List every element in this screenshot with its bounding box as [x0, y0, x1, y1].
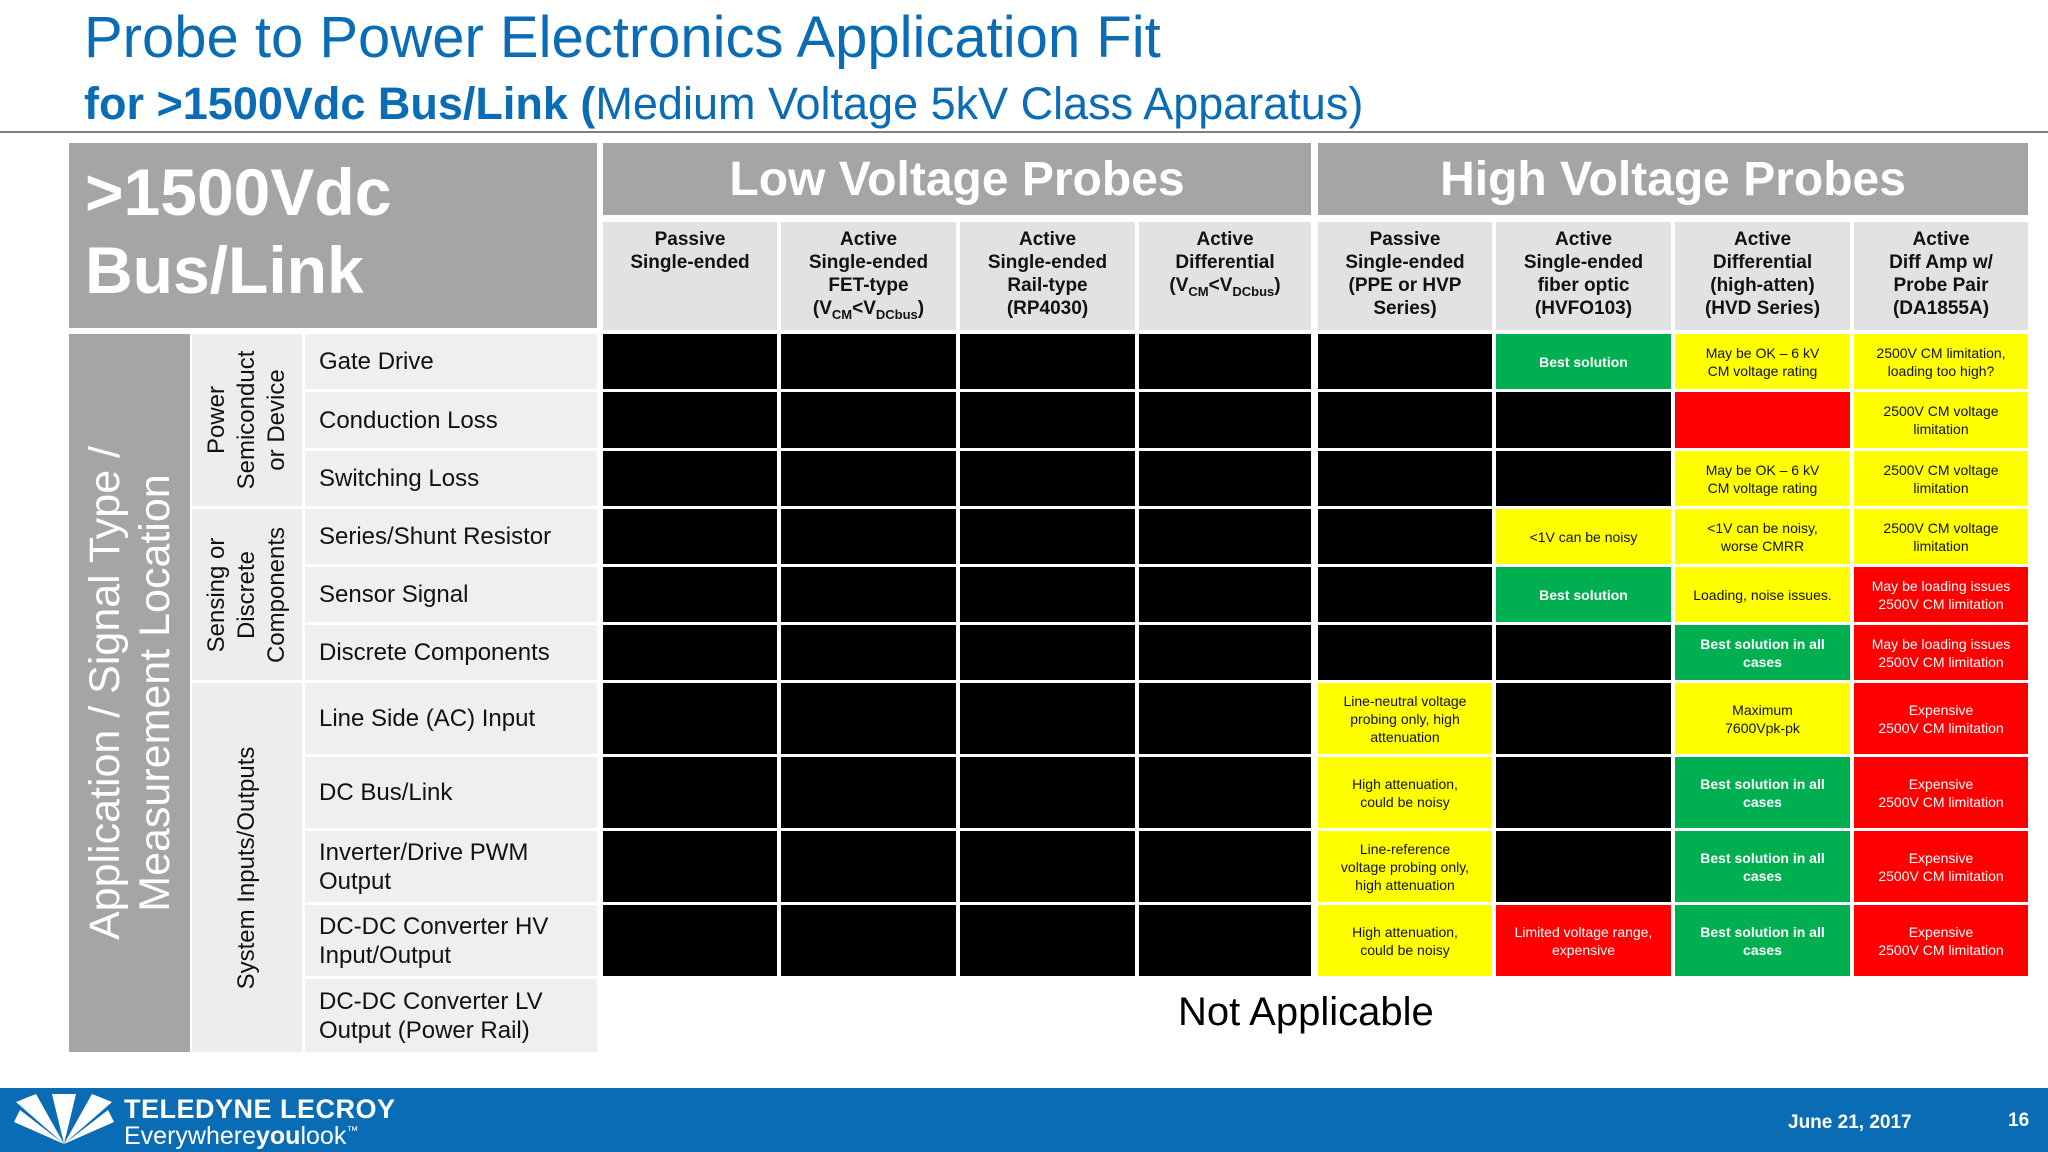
cell-text [1878, 923, 2003, 959]
cell-line: Line-neutral voltage [1343, 692, 1467, 709]
matrix-cell [960, 905, 1135, 976]
cell-text [1878, 701, 2003, 737]
cell-line: May be OK – 6 kV [1705, 461, 1820, 478]
col-line: Series) [1373, 298, 1437, 319]
cell-text [1883, 519, 1998, 555]
row-text: Series/Shunt Resistor [319, 523, 552, 550]
group-line: Power [203, 385, 230, 455]
matrix-cell [1139, 451, 1311, 506]
col-line: (DA1855A) [1892, 298, 1990, 319]
cell-line: 2500V CM voltage [1883, 403, 1999, 419]
matrix-cell [603, 567, 777, 622]
cell-line: <1V can be noisy, [1707, 519, 1818, 536]
cell-line: Expensive [1908, 849, 1974, 866]
row-axis-text [80, 446, 180, 940]
matrix-cell [1139, 831, 1311, 902]
row-line: Input/Output [319, 941, 452, 969]
cell-line: could be noisy [1360, 941, 1450, 958]
low-voltage-probes-header: Low Voltage Probes [603, 143, 1311, 215]
row-line: DC-DC Converter LV [319, 987, 543, 1015]
column-header-hv-passive [1318, 222, 1492, 330]
col-line: (RP4030) [1006, 298, 1089, 319]
group-line: System Inputs/Outputs [233, 746, 260, 989]
cell-text [1872, 635, 2011, 671]
cell-line: cases [1743, 941, 1782, 958]
col-text: ) [917, 298, 925, 319]
corner-line2: Bus/Link [85, 233, 364, 307]
matrix-cell [1139, 509, 1311, 564]
matrix-cell [1496, 683, 1671, 754]
row-text: Gate Drive [319, 348, 434, 375]
col-sub: DCbus [1232, 283, 1275, 299]
matrix-cell [1496, 451, 1671, 506]
cell-text [1700, 849, 1824, 885]
cell-text [1700, 923, 1824, 959]
matrix-cell [1318, 567, 1492, 622]
col-line: Passive [654, 229, 726, 250]
col-line: Probe Pair [1893, 275, 1989, 296]
matrix-cell [1139, 905, 1311, 976]
group-line: Semiconduct [233, 350, 260, 490]
cell-text [1725, 701, 1800, 737]
column-header-hv-fiber-optic [1496, 222, 1671, 330]
row-label-gate-drive [305, 334, 597, 389]
matrix-cell [1496, 567, 1671, 622]
column-header-hv-differential [1675, 222, 1850, 330]
col-text: (V [1169, 275, 1189, 296]
row-label-switching-loss [305, 451, 597, 506]
row-text [319, 912, 548, 970]
cell-text [1515, 923, 1653, 959]
cell-line: 2500V CM limitation [1878, 719, 2004, 736]
col-text: ) [1274, 275, 1281, 296]
slide-date: June 21, 2017 [1788, 1112, 1912, 1133]
row-axis-label [69, 334, 190, 1052]
matrix-cell [781, 905, 956, 976]
matrix-cell [1318, 509, 1492, 564]
matrix-cell [603, 683, 777, 754]
matrix-cell [1318, 451, 1492, 506]
cell-text [1883, 461, 1998, 497]
matrix-cell [603, 831, 777, 902]
axis-line1: Application / Signal Type / [80, 445, 129, 941]
matrix-cell [960, 451, 1135, 506]
cell-text [1352, 775, 1458, 811]
matrix-cell [1675, 451, 1850, 506]
cell-text [1878, 775, 2003, 811]
cell-line: High attenuation, [1352, 923, 1458, 940]
row-line: Output [319, 867, 392, 895]
row-text [319, 987, 543, 1045]
col-line: Active [1912, 229, 1970, 250]
matrix-cell [1854, 392, 2028, 448]
matrix-cell [781, 831, 956, 902]
cell-line: 2500V CM limitation [1878, 941, 2004, 958]
column-header-active-differential [1139, 222, 1311, 330]
cell-line: 2500V CM limitation [1878, 653, 2004, 670]
cell-text: Best solution [1539, 353, 1628, 370]
cell-line: cases [1743, 867, 1782, 884]
col-line: Active [1018, 229, 1077, 250]
cell-text [1878, 849, 2003, 885]
matrix-cell [603, 757, 777, 828]
matrix-cell [1318, 392, 1492, 448]
matrix-cell [603, 905, 777, 976]
col-line: Rail-type [1007, 275, 1088, 296]
matrix-cell [1496, 905, 1671, 976]
group-text [202, 526, 292, 662]
cell-line: 2500V CM limitation, [1876, 344, 2006, 361]
col-sub: DCbus [875, 306, 918, 322]
col-line [1139, 274, 1311, 303]
cell-line: attenuation [1370, 728, 1440, 745]
cell-text [1341, 840, 1469, 894]
matrix-cell [1496, 392, 1671, 448]
row-line: Inverter/Drive PWM [319, 838, 529, 866]
footer-bar [0, 1088, 2048, 1152]
row-group-power-semiconductor [192, 334, 302, 506]
cell-line: high attenuation [1355, 876, 1455, 893]
cell-line: expensive [1551, 941, 1616, 958]
tagline-part: Everywhere [124, 1122, 256, 1150]
axis-line2: Measurement Location [130, 474, 179, 912]
title-divider [0, 131, 2048, 133]
row-text: Line Side (AC) Input [319, 705, 536, 732]
row-line: Output (Power Rail) [319, 1016, 530, 1044]
cell-line: May be loading issues [1871, 577, 2011, 594]
matrix-cell [1854, 683, 2028, 754]
col-line [781, 297, 956, 326]
cell-text [1706, 344, 1820, 380]
matrix-cell [1139, 567, 1311, 622]
col-line: Passive [1369, 229, 1441, 250]
row-label-line-side-input [305, 683, 597, 754]
cell-line: voltage probing only, [1340, 858, 1470, 875]
cell-line: limitation [1913, 479, 1969, 496]
col-line: FET-type [828, 275, 909, 296]
tagline-part: you [256, 1122, 301, 1150]
cell-text: <1V can be noisy [1529, 528, 1638, 545]
matrix-cell [1854, 567, 2028, 622]
matrix-cell [1139, 625, 1311, 680]
matrix-cell [960, 334, 1135, 389]
high-voltage-probes-header: High Voltage Probes [1318, 143, 2028, 215]
cell-line: could be noisy [1360, 793, 1450, 810]
row-group-sensing [192, 509, 302, 680]
cell-text: Loading, noise issues. [1693, 586, 1832, 603]
row-text: Conduction Loss [319, 406, 498, 434]
cell-text: Best solution [1539, 586, 1628, 603]
cell-line: Expensive [1908, 701, 1974, 718]
matrix-cell [960, 757, 1135, 828]
matrix-cell [1854, 757, 2028, 828]
matrix-cell [1675, 567, 1850, 622]
matrix-cell [781, 625, 956, 680]
cell-line: limitation [1913, 421, 1969, 437]
matrix-cell [781, 757, 956, 828]
row-group-system-io [192, 683, 302, 1052]
matrix-cell [1675, 334, 1850, 389]
matrix-cell [603, 625, 777, 680]
cell-text [1706, 461, 1820, 497]
matrix-cell [1675, 509, 1850, 564]
matrix-cell [781, 509, 956, 564]
row-label-inverter-pwm [305, 831, 597, 902]
matrix-cell [1854, 831, 2028, 902]
col-line: Differential [1175, 252, 1275, 273]
row-text: Switching Loss [319, 465, 480, 492]
row-line: DC-DC Converter HV [319, 912, 549, 940]
group-line: Sensing or [203, 537, 230, 652]
cell-line: Best solution in all [1700, 635, 1825, 652]
cell-text [1700, 635, 1824, 671]
col-sub: CM [1188, 283, 1209, 299]
matrix-cell [1675, 625, 1850, 680]
column-header-active-rail [960, 222, 1135, 330]
cell-text [1876, 344, 2005, 380]
col-line: Active [1554, 229, 1613, 250]
row-text: Sensor Signal [319, 581, 469, 608]
cell-line: Best solution in all [1700, 923, 1825, 940]
matrix-cell [1496, 831, 1671, 902]
matrix-cell [1675, 905, 1850, 976]
col-line: Single-ended [630, 252, 750, 273]
col-text: <V [1208, 275, 1233, 296]
matrix-cell [603, 334, 777, 389]
matrix-cell [960, 683, 1135, 754]
tagline-part: look [300, 1122, 347, 1150]
col-line: Single-ended [987, 252, 1108, 273]
brand-tagline [124, 1122, 358, 1151]
matrix-cell [781, 451, 956, 506]
cell-line: 2500V CM voltage [1883, 519, 1999, 536]
matrix-cell [960, 567, 1135, 622]
cell-line: 2500V CM voltage [1883, 461, 1999, 478]
cell-text [1344, 692, 1467, 746]
matrix-cell [1139, 392, 1311, 448]
cell-line: cases [1743, 793, 1782, 810]
matrix-cell [1496, 757, 1671, 828]
matrix-cell [1139, 757, 1311, 828]
col-line: Active [1733, 229, 1792, 250]
matrix-cell [1318, 334, 1492, 389]
cell-line: 7600Vpk-pk [1725, 719, 1800, 736]
matrix-cell [1675, 683, 1850, 754]
matrix-cell [1496, 334, 1671, 389]
cell-line: Limited voltage range, [1514, 923, 1653, 940]
corner-line1: >1500Vdc [85, 155, 392, 229]
cell-line: cases [1743, 653, 1782, 670]
cell-line: 2500V CM limitation [1878, 793, 2004, 810]
matrix-cell [1318, 683, 1492, 754]
col-text: (V [812, 298, 832, 319]
cell-line: Best solution in all [1700, 775, 1825, 792]
group-line: or Device [263, 369, 290, 471]
slide-subtitle [84, 78, 1363, 130]
group-line: Components [263, 526, 290, 663]
col-line: Single-ended [1345, 252, 1465, 273]
col-line: Single-ended [808, 252, 929, 273]
cell-text [1700, 775, 1824, 811]
row-text: Discrete Components [319, 639, 550, 666]
not-applicable-label: Not Applicable [1178, 990, 1434, 1034]
group-line: Discrete [233, 550, 260, 639]
slide-title: Probe to Power Electronics Application Fit [84, 5, 1161, 70]
row-label-discrete-components [305, 625, 597, 680]
cell-line: May be loading issues [1871, 635, 2011, 652]
group-text [232, 746, 262, 989]
col-line: Active [1196, 229, 1254, 250]
matrix-cell [1139, 334, 1311, 389]
cell-line: High attenuation, [1352, 775, 1458, 792]
cell-text [1883, 402, 1998, 438]
matrix-cell [1854, 334, 2028, 389]
matrix-cell [781, 334, 956, 389]
cell-line: probing only, high [1350, 710, 1460, 727]
col-line: Active [839, 229, 898, 250]
brand-name: TELEDYNE LECROY [124, 1094, 396, 1124]
matrix-cell [1318, 625, 1492, 680]
matrix-cell [1854, 509, 2028, 564]
teledyne-logo-icon [12, 1092, 116, 1150]
cell-line: Maximum [1732, 701, 1793, 718]
row-text: DC Bus/Link [319, 779, 453, 806]
page-number: 16 [2008, 1110, 2030, 1131]
matrix-cell [1675, 392, 1850, 448]
cell-text [1872, 577, 2011, 613]
matrix-cell [1675, 831, 1850, 902]
subtitle-rest: Medium Voltage 5kV Class Apparatus) [595, 78, 1364, 129]
cell-line: Line-reference [1359, 840, 1451, 857]
cell-text [1352, 923, 1458, 959]
cell-line: Best solution in all [1700, 849, 1825, 866]
matrix-cell [1139, 683, 1311, 754]
column-header-active-fet [781, 222, 956, 330]
row-label-conduction-loss [305, 392, 597, 448]
matrix-cell [1318, 831, 1492, 902]
cell-line: 2500V CM limitation [1878, 867, 2004, 884]
col-line: (HVFO103) [1534, 298, 1633, 319]
col-line: Differential [1712, 252, 1813, 273]
subtitle-bold: for >1500Vdc Bus/Link ( [84, 78, 596, 129]
row-label-dc-bus-link [305, 757, 597, 828]
col-line: fiber optic [1537, 275, 1630, 296]
col-line: (PPE or HVP [1348, 275, 1462, 296]
matrix-cell [1318, 757, 1492, 828]
col-line: Single-ended [1523, 252, 1644, 273]
row-label-dcdc-lv [305, 979, 597, 1052]
matrix-cell [1854, 905, 2028, 976]
matrix-cell [960, 509, 1135, 564]
row-label-sensor-signal [305, 567, 597, 622]
col-line: (high-atten) [1710, 275, 1815, 296]
matrix-cell [1854, 625, 2028, 680]
col-sub: CM [831, 306, 853, 322]
cell-text [1707, 519, 1818, 555]
col-line: (HVD Series) [1704, 298, 1821, 319]
group-text [202, 351, 292, 490]
cell-line: worse CMRR [1720, 537, 1805, 554]
row-label-dcdc-hv [305, 905, 597, 976]
row-text [319, 838, 528, 896]
matrix-cell [960, 831, 1135, 902]
row-label-series-shunt [305, 509, 597, 564]
matrix-cell [603, 451, 777, 506]
cell-line: limitation [1913, 537, 1969, 554]
matrix-cell [1496, 509, 1671, 564]
matrix-cell [1496, 625, 1671, 680]
matrix-cell [603, 392, 777, 448]
matrix-cell [603, 509, 777, 564]
matrix-cell [781, 567, 956, 622]
matrix-cell [1318, 905, 1492, 976]
matrix-cell [781, 392, 956, 448]
cell-line: CM voltage rating [1707, 362, 1818, 379]
cell-line: loading too high? [1887, 362, 1995, 379]
column-header-passive-single-ended [603, 222, 777, 330]
matrix-cell [1854, 451, 2028, 506]
cell-line: CM voltage rating [1707, 479, 1818, 496]
matrix-cell [960, 392, 1135, 448]
cell-line: Expensive [1908, 923, 1974, 940]
matrix-cell [960, 625, 1135, 680]
table-corner-label [69, 143, 597, 328]
tagline-tm: ™ [346, 1123, 359, 1138]
cell-line: Expensive [1908, 775, 1974, 792]
col-text: <V [852, 298, 876, 319]
cell-line: 2500V CM limitation [1878, 595, 2004, 612]
matrix-cell [1675, 757, 1850, 828]
col-line: Diff Amp w/ [1889, 252, 1993, 273]
column-header-diff-amp [1854, 222, 2028, 330]
cell-line: May be OK – 6 kV [1705, 344, 1820, 361]
matrix-cell [781, 683, 956, 754]
